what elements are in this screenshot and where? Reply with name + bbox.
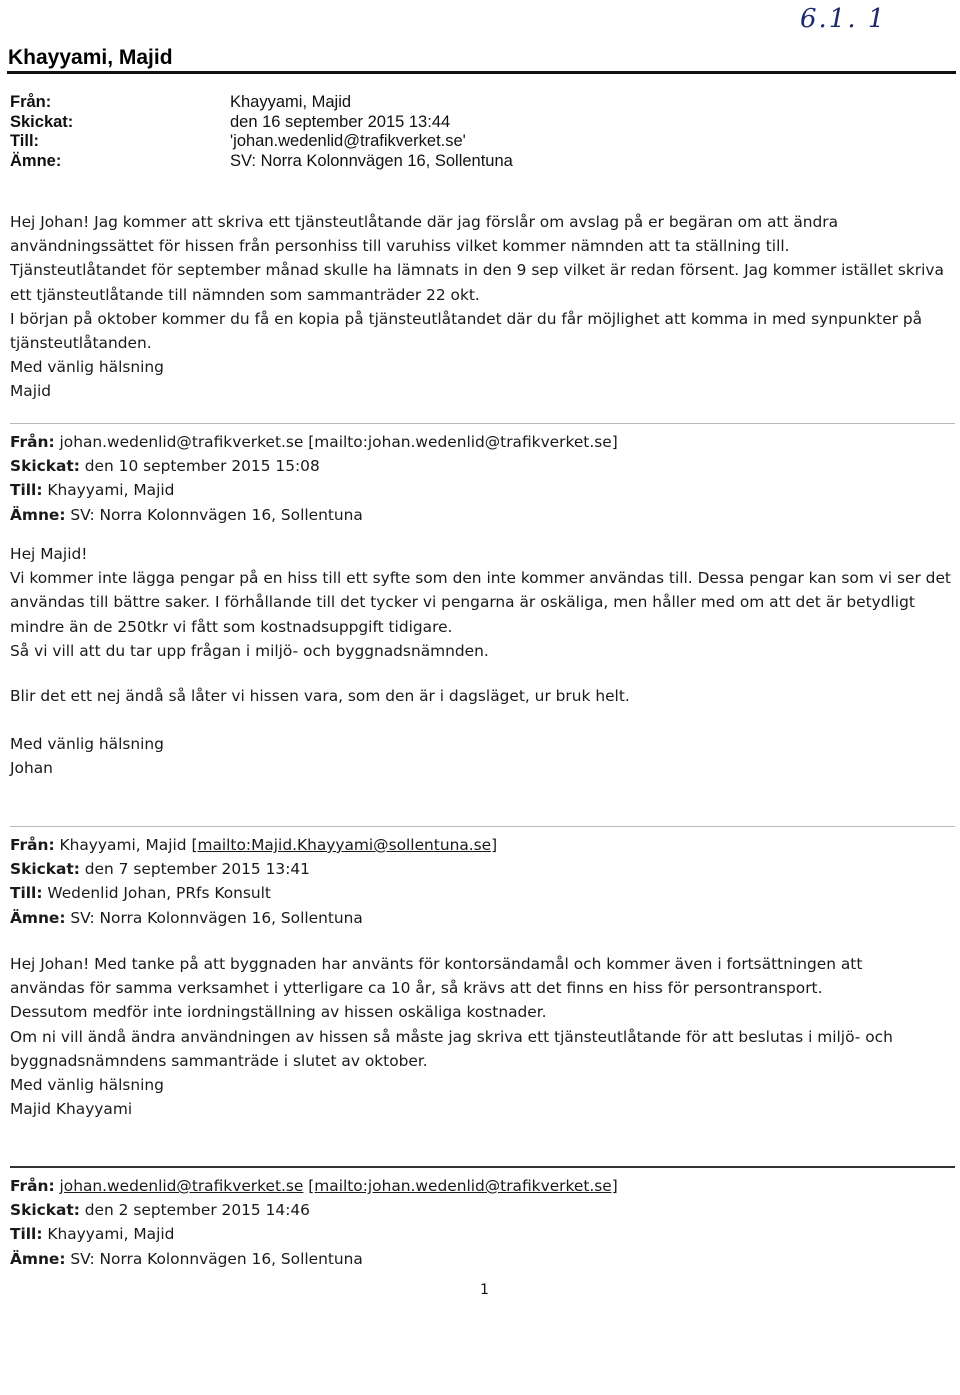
sent-label: Skickat: [10, 860, 80, 879]
document-title: Khayyami, Majid [8, 46, 173, 69]
text-line: ett tjänsteutlåtande till nämnden som sammanträder 22 okt. [10, 285, 480, 304]
to-label: Till: [10, 132, 40, 150]
mailto-link[interactable]: [mailto:johan.wedenlid@trafikverket.se] [308, 1177, 618, 1195]
text-line: Om ni vill ändå ändra användningen av hissen så måste jag skriva ett tjänsteutlåtande för att beslutas i miljö- och [10, 1027, 893, 1046]
quote-header-3 [10, 1174, 950, 1271]
subject-value: SV: Norra Kolonnvägen 16, Sollentuna [230, 151, 513, 170]
to-label: Till: [10, 884, 43, 903]
page-number: 1 [480, 1282, 489, 1298]
sent-label: Skickat: [10, 112, 74, 131]
subject-label: Ämne: [10, 151, 62, 170]
sent-value: den 2 september 2015 14:46 [84, 1201, 310, 1220]
handwritten-annotation: 6.1. 1 [800, 4, 887, 34]
from-label: Från: [10, 433, 55, 451]
to-value: Wedenlid Johan, PRfs Konsult [47, 884, 271, 903]
quote-body-1a [10, 542, 950, 663]
text-line: användas till bättre saker. I förhållande till det tycker vi pengarna är oskäliga, men håller med om att det är betydligt [10, 593, 915, 612]
quote-body-2 [10, 952, 950, 1121]
from-label: Från: [10, 1177, 55, 1195]
to-value: 'johan.wedenlid@trafikverket.se' [230, 132, 466, 150]
to-value: Khayyami, Majid [47, 481, 175, 500]
from-email-link[interactable]: johan.wedenlid@trafikverket.se [59, 1177, 304, 1195]
subject-value: SV: Norra Kolonnvägen 16, Sollentuna [70, 908, 363, 927]
quote-separator [10, 423, 955, 424]
mailto-link[interactable]: [mailto:Majid.Khayyami@sollentuna.se] [191, 836, 498, 854]
text-line: Blir det ett nej ändå så låter vi hissen vara, som den är i dagsläget, ur bruk helt. [10, 687, 630, 705]
sent-value: den 10 september 2015 15:08 [84, 457, 320, 476]
quote-header-1 [10, 430, 950, 527]
text-line: mindre än de 250tkr vi fått som kostnadsuppgift tidigare. [10, 617, 453, 636]
text-line: användas för samma verksamhet i ytterligare ca 10 år, så krävs att det finns en hiss för persontransport. [10, 979, 823, 998]
text-line: tjänsteutlåtanden. [10, 334, 152, 353]
text-line: Tjänsteutlåtandet för september månad skulle ha lämnats in den 9 sep vilket är redan försent. Jag kommer istället skriva [10, 261, 944, 280]
subject-value: SV: Norra Kolonnvägen 16, Sollentuna [70, 1249, 363, 1268]
text-line: Hej Majid! [10, 545, 88, 563]
from-label: Från: [10, 836, 55, 854]
text-line: I början på oktober kommer du få en kopia på tjänsteutlåtandet där du får möjlighet att komma in med synpunkter på [10, 309, 923, 328]
text-line: Med vänlig hälsning [10, 1076, 164, 1095]
to-label: Till: [10, 481, 43, 500]
text-line: Med vänlig hälsning [10, 735, 164, 753]
text-line: Dessutom medför inte iordningställning av hissen oskäliga kostnader. [10, 1003, 547, 1022]
text-line: Hej Johan! Jag kommer att skriva ett tjänsteutlåtande där jag förslår om avslag på er begäran om att ändra [10, 213, 839, 231]
text-line: Så vi vill att du tar upp frågan i miljö- och byggnadsnämnden. [10, 641, 489, 660]
from-label: Från: [10, 93, 52, 111]
sent-label: Skickat: [10, 457, 80, 476]
text-line: Med vänlig hälsning [10, 358, 164, 377]
to-value: Khayyami, Majid [47, 1225, 175, 1244]
text-line: byggnadsnämndens sammanträde i slutet av oktober. [10, 1051, 428, 1070]
sent-value: den 16 september 2015 13:44 [230, 112, 451, 131]
subject-label: Ämne: [10, 1249, 66, 1268]
quote-closing-1 [10, 732, 950, 780]
text-line: Hej Johan! Med tanke på att byggnaden har använts för kontorsändamål och kommer även i fortsättningen att [10, 955, 863, 973]
quote-separator [10, 1166, 955, 1168]
email-header [10, 93, 513, 171]
from-value: Khayyami, Majid [230, 93, 352, 111]
text-line: Majid [10, 382, 52, 401]
title-rule [7, 71, 956, 74]
sent-value: den 7 september 2015 13:41 [84, 860, 310, 879]
subject-label: Ämne: [10, 505, 66, 524]
quote-body-1b [10, 684, 950, 708]
text-line: användningssättet för hissen från personhiss till varuhiss vilket kommer nämnden att ta ställning till. [10, 237, 790, 256]
quote-separator [10, 826, 955, 827]
text-line: Johan [10, 759, 53, 778]
quote-header-2 [10, 833, 950, 930]
from-value: johan.wedenlid@trafikverket.se [mailto:johan.wedenlid@trafikverket.se] [59, 433, 618, 451]
text-line: Majid Khayyami [10, 1100, 133, 1119]
message-body-1 [10, 210, 950, 404]
to-label: Till: [10, 1225, 43, 1244]
subject-label: Ämne: [10, 908, 66, 927]
sent-label: Skickat: [10, 1201, 80, 1220]
text-line: Vi kommer inte lägga pengar på en hiss till ett syfte som den inte kommer användas till. Dessa pengar kan som vi ser det [10, 569, 951, 588]
subject-value: SV: Norra Kolonnvägen 16, Sollentuna [70, 505, 363, 524]
from-value: Khayyami, Majid [59, 836, 187, 854]
